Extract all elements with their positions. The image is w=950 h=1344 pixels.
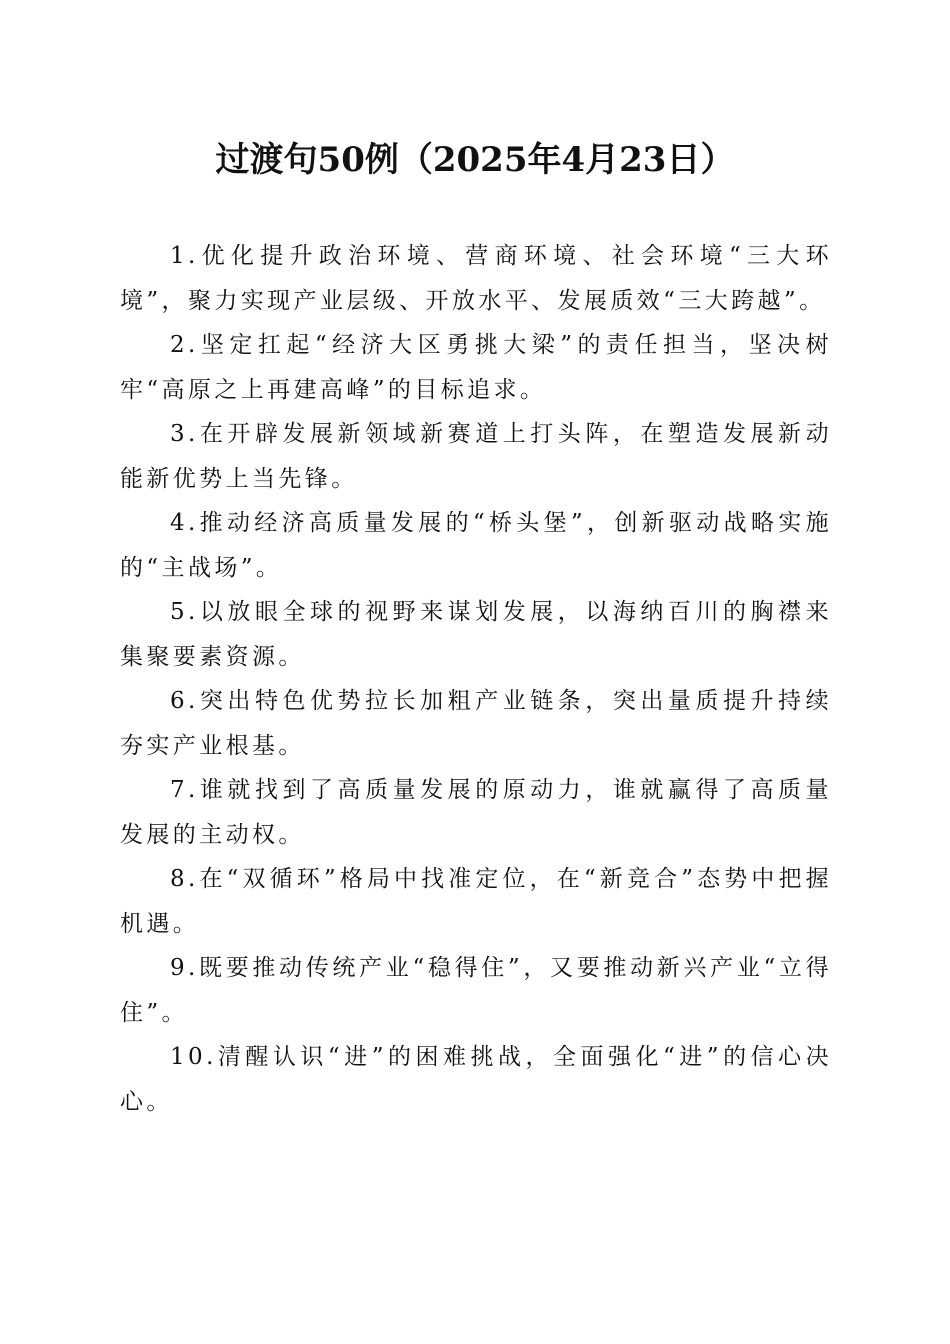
paragraph-4: 4.推动经济高质量发展的“桥头堡”，创新驱动战略实施的“主战场”。 — [120, 510, 832, 581]
paragraph-6: 6.突出特色优势拉长加粗产业链条，突出量质提升持续夯实产业根基。 — [120, 688, 832, 759]
document-title: 过渡句50例（2025年4月23日） — [215, 140, 735, 180]
paragraph-9: 9.既要推动传统产业“稳得住”，又要推动新兴产业“立得住”。 — [120, 955, 832, 1026]
paragraph-1: 1.优化提升政治环境、营商环境、社会环境“三大环境”，聚力实现产业层级、开放水平、发展质效“三大跨越”。 — [120, 243, 832, 314]
paragraph-10: 10.清醒认识“进”的困难挑战，全面强化“进”的信心决心。 — [120, 1044, 832, 1115]
paragraph-5: 5.以放眼全球的视野来谋划发展，以海纳百川的胸襟来集聚要素资源。 — [120, 599, 832, 670]
paragraph-2: 2.坚定扛起“经济大区勇挑大梁”的责任担当，坚决树牢“高原之上再建高峰”的目标追求。 — [120, 332, 832, 403]
document-body — [120, 234, 832, 1124]
paragraph-7: 7.谁就找到了高质量发展的原动力，谁就赢得了高质量发展的主动权。 — [120, 777, 832, 848]
paragraph-3: 3.在开辟发展新领域新赛道上打头阵，在塑造发展新动能新优势上当先锋。 — [120, 421, 832, 492]
paragraph-8: 8.在“双循环”格局中找准定位，在“新竞合”态势中把握机遇。 — [120, 866, 832, 937]
